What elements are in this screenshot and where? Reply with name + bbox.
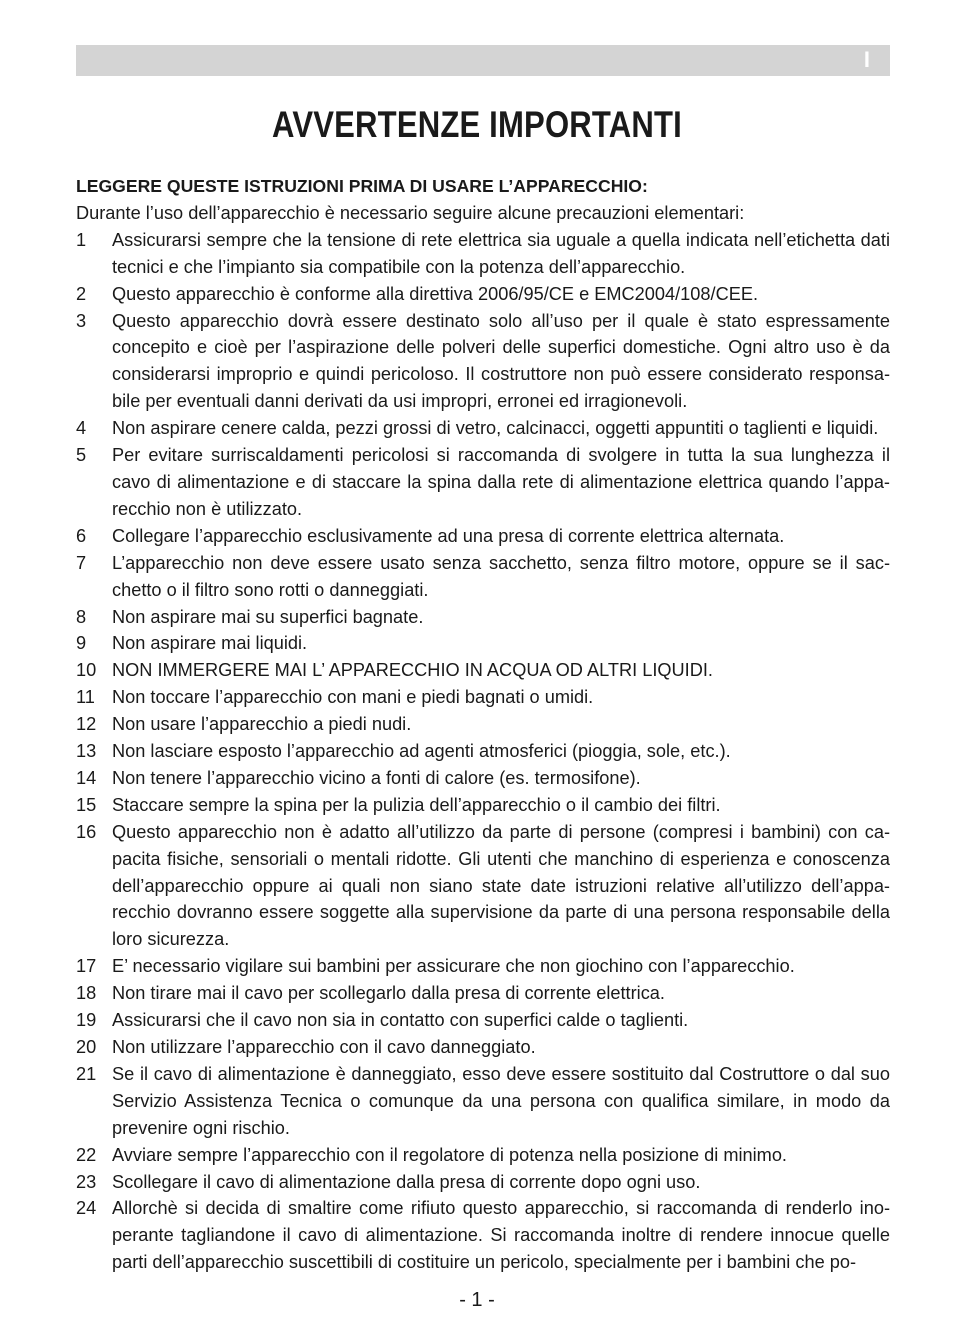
warning-item [76,711,890,738]
warning-item [76,523,890,550]
warning-item-number: 21 [76,1063,97,1084]
warning-item [76,550,890,604]
warning-item [76,738,890,765]
warning-item-text: Assicurarsi che il cavo non sia in contatto con superfici calde o taglienti. [112,1010,689,1031]
warning-item-text: Non utilizzare l’apparecchio con il cavo danneggiato. [112,1037,536,1057]
warning-item-text: Non tirare mai il cavo per scollegarlo dalla presa di corrente elettrica. [112,983,665,1004]
warning-item-number: 23 [76,1171,97,1192]
warning-item [76,1195,890,1276]
page-title: AVVERTENZE IMPORTANTI [272,104,682,145]
warning-item-text: Avviare sempre l’apparecchio con il regolatore di potenza nella posizione di minimo. [112,1144,787,1165]
warning-item-text: Scollegare il cavo di alimentazione dalla presa di corrente dopo ogni uso. [112,1171,701,1192]
warning-item-number: 20 [76,1037,97,1057]
warning-item-text: Non lasciare esposto l’apparecchio ad agenti atmosferici (pioggia, sole, etc.). [112,741,731,762]
warning-item [76,792,890,819]
warning-item-text: Non aspirare mai su superfici bagnate. [112,606,424,627]
warning-item-number: 16 [76,821,97,842]
warning-item-text: E’ necessario vigilare sui bambini per assicurare che non giochino con l’apparecchio. [112,956,795,977]
warning-item [76,281,890,308]
warning-item [76,684,890,711]
warning-item-text: Non toccare l’apparecchio con mani e piedi bagnati o umidi. [112,687,594,708]
warning-item-text: Allorchè si decida di smaltire come rifiuto questo apparecchio, si raccomanda di renderlo ino-perante tagliandone il cavo di alimentazione. Si raccomanda inoltre di rendere innocue quelle parti dell’apparecchio suscettibili di costituire un pericolo, specialmente per i bambini che po- [112,1198,890,1273]
warning-item-text: Per evitare surriscaldamenti pericolosi si raccomanda di svolgere in tutta la sua lunghezza il cavo di alimentazione e di staccare la spina dalla rete di alimentazione elettrica quando l’appa-recchio non è utilizzato. [112,445,890,519]
warning-item-number: 19 [76,1010,97,1031]
warning-item [76,1061,890,1142]
warning-item [76,415,890,442]
warning-item-text: Questo apparecchio non è adatto all’utilizzo da parte di persone (compresi i bambini) con ca-pacita fisiche, sensoriali o mentali ridotte. Gli utenti che manchino di esperienza e conoscenza dell’apparecchio oppure ai quali non siano state date istruzioni relative all’utilizzo dell’appa-recchio dovranno essere soggette alla supervisione da parte di una persona responsabile della loro sicurezza. [112,821,890,950]
section-subheading: LEGGERE QUESTE ISTRUZIONI PRIMA DI USARE L’APPARECCHIO: [76,176,648,196]
warning-item-text: L’apparecchio non deve essere usato senza sacchetto, senza filtro motore, oppure se il sac-chetto o il filtro sono rotti o danneggiati. [112,552,890,600]
language-header-bar [76,45,890,76]
warning-item [76,604,890,631]
warning-item-number: 22 [76,1144,97,1165]
warning-item-text: NON IMMERGERE MAI L’ APPARECCHIO IN ACQUA OD ALTRI LIQUIDI. [112,660,713,681]
warning-item-text: Non aspirare mai liquidi. [112,633,308,654]
warning-item [76,630,890,657]
warning-item-number: 12 [76,714,97,735]
warning-item-number: 9 [76,633,87,654]
warning-item-number: 11 [76,687,95,708]
warnings-list [76,227,890,1276]
warning-item-number: 8 [76,606,87,627]
document-body [76,173,890,1276]
warning-item-text: Questo apparecchio dovrà essere destinato solo all’uso per il quale è stato espressamente concepito e cioè per l’aspirazione delle polveri delle superfici domestiche. Ogni altro uso è da considerarsi improprio e quindi pericoloso. Il costruttore non può essere considerato responsa-bile per eventuali danni derivati da usi impropri, erronei ed irragionevoli. [112,310,890,412]
warning-item [76,819,890,954]
warning-item [76,308,890,416]
warning-item-text: Se il cavo di alimentazione è danneggiato, esso deve essere sostituito dal Costruttore o dal suo Servizio Assistenza Tecnica o comunque da una persona con qualifica similare, in modo da prevenire ogni rischio. [112,1063,890,1138]
warning-item [76,1169,890,1196]
warning-item-number: 14 [76,767,97,788]
warning-item-number: 13 [76,741,97,762]
warning-item [76,1142,890,1169]
warning-item-number: 7 [76,552,87,573]
warning-item-number: 2 [76,283,87,304]
warning-item-number: 18 [76,983,97,1004]
warning-item [76,442,890,523]
warning-item-text: Staccare sempre la spina per la pulizia dell’apparecchio o il cambio dei filtri. [112,794,721,815]
warning-item-number: 5 [76,445,87,466]
language-code: I [863,47,870,72]
warning-item [76,765,890,792]
warning-item [76,980,890,1007]
warning-item-number: 6 [76,525,87,546]
warning-item-number: 1 [76,229,87,250]
warning-item-text: Assicurarsi sempre che la tensione di rete elettrica sia uguale a quella indicata nell’etichetta dati tecnici e che l’impianto sia compatibile con la potenza dell’apparecchio. [112,229,890,277]
warning-item [76,657,890,684]
warning-item [76,953,890,980]
warning-item-number: 4 [76,418,87,439]
warning-item [76,1034,890,1061]
warning-item-number: 10 [76,660,97,681]
warning-item [76,1007,890,1034]
warning-item-text: Questo apparecchio è conforme alla direttiva 2006/95/CE e EMC2004/108/CEE. [112,283,759,304]
warning-item-text: Non aspirare cenere calda, pezzi grossi di vetro, calcinacci, oggetti appuntiti o taglienti e liquidi. [112,418,879,439]
warning-item-number: 17 [76,956,97,977]
warning-item-number: 24 [76,1198,97,1219]
intro-paragraph: Durante l’uso dell’apparecchio è necessario seguire alcune precauzioni elementari: [76,202,745,223]
warning-item-text: Collegare l’apparecchio esclusivamente ad una presa di corrente elettrica alternata. [112,525,785,546]
warning-item-text: Non usare l’apparecchio a piedi nudi. [112,714,412,735]
page-number: - 1 - [459,1289,495,1311]
warning-item-number: 3 [76,310,87,331]
warning-item-text: Non tenere l’apparecchio vicino a fonti di calore (es. termosifone). [112,767,641,788]
warning-item [76,227,890,281]
warning-item-number: 15 [76,794,97,815]
